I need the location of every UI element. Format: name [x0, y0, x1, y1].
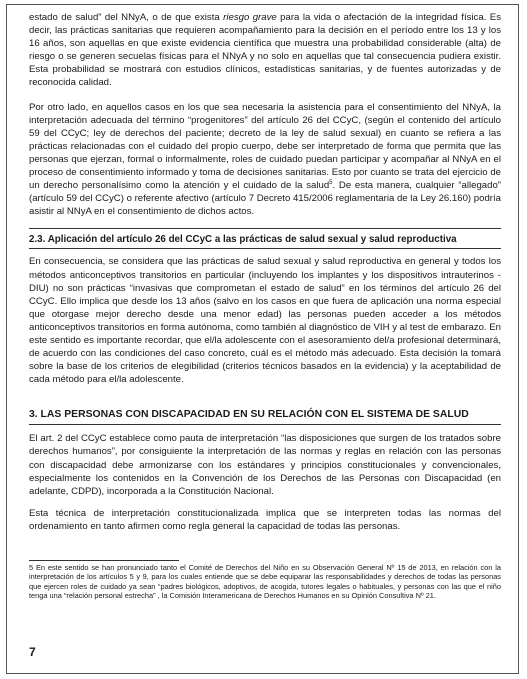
- section-heading-3: 3. LAS PERSONAS CON DISCAPACIDAD EN SU RELACIÓN CON EL SISTEMA DE SALUD: [29, 409, 469, 421]
- paragraph-caregivers-part-a: Por otro lado, en aquellos casos en los que sea necesaria la asistencia para el consentimiento del NNyA, la interpretación adecuada del término “progenitores” del artículo 26 del CCyC, (según el contenido del artículo 59 del CCyC; ley de derechos del paciente; decreto de la ley de salud sexual) en cuanto se refiera a las prácticas relacionadas con el cuidado del propio cuerpo, debe ser interpretado de forma que permita que las personas que ejerzan, formal o informalmente, roles de cuidado puedan participar y acompañar al NNyA en el proceso de consentimiento informado y toma de decisiones sanitarias. Esto por cuanto se trata del ejercicio de un derecho personalísimo como la atención y el cuidado de la salud: [29, 101, 501, 192]
- page-content: [29, 11, 501, 600]
- document-page: [6, 4, 519, 674]
- section-heading-3-divider: [29, 424, 501, 425]
- paragraph-disability: El art. 2 del CCyC establece como pauta de interpretación “las disposiciones que surgen de los tratados sobre derechos humanos”, por consiguiente la interpretación de las normas y reglas en relación con las personas con discapacidad debe armonizarse con los estándares y principios constitucionales y convencionales, especialmente los contenidos en la Convención de los Derechos de las Personas con Discapacidad (en adelante, CDPD), incorporada a la Constitución Nacional.: [29, 433, 501, 497]
- emphasis-riesgo-grave: riesgo grave: [223, 12, 277, 23]
- paragraph-sexual-health: En consecuencia, se considera que las prácticas de salud sexual y salud reproductiva en general y todos los métodos anticonceptivos transitorios en particular (incluyendo los implantes y los dispositivos intrauterinos -DIU) no son prácticas “invasivas que comprometan el estado de salud” en los términos del artículo 26 del CCyC. Ello implica que desde los 13 años (salvo en los casos en que fuera de aplicación una norma especial que otorgase mejor derecho desde una menor edad) las personas pueden acceder a los métodos anticonceptivos transitorios en forma autónoma, como también al diagnóstico de VIH y al test de embarazo. En este sentido es importante recordar, que el/la adolescente con el asesoramiento del/a profesional determinará, de acuerdo con las condiciones del caso concreto, cuál es el método más adecuado. Esta decisión la tomará sobre la base de los criterios de elegibilidad (criterios técnicos basados en la evidencia) y la aceptabilidad de cada método para el/la adolescente.: [29, 256, 501, 386]
- paragraph-interpretation: Esta técnica de interpretación constitucionalizada implica que se interpreten todas las normas del ordenamiento en tanto afirmen como regla general la capacidad de todas las personas.: [29, 507, 501, 532]
- footnote-5: 5 En este sentido se han pronunciado tanto el Comité de Derechos del Niño en su Observación General Nº 15 de 2013, en relación con la interpretación de los artículos 5 y 9, para los cuales entiende que se debe equiparar las responsabilidades y derechos de todas las personas que ejercen roles de cuidado ya sean “padres biológicos, adoptivos, de acogida, tutores legales o habituales, y personas con las que el niño tenga una “relación personal estrecha” , la Comisión Interamericana de Derechos Humanos en su Opinión Consultiva Nº 21.: [29, 563, 501, 600]
- section-heading-2-3: 2.3. Aplicación del artículo 26 del CCyC a las prácticas de salud sexual y salud reproductiva: [29, 234, 457, 246]
- paragraph-caregivers: [29, 101, 501, 219]
- page-number: 7: [29, 645, 36, 659]
- footnote-separator: [29, 560, 179, 561]
- paragraph-health-risk: estado de salud” del NNyA, o de que exista riesgo grave para la vida o afectación de la integridad física. Es decir, las prácticas sanitarias que requieren acompañamiento para la decisión en el período entre los 13 y los 16 años, son aquellas en que existe evidencia científica que muestra una probabilidad considerable (alta) de riesgo o se generen secuelas físicas para el NNyA y no solo en aquellas que tal consecuencia pudiera existir. Esta probabilidad se mostrará con estudios clínicos, estadísticas sanitarias, y de fuentes autorizadas y de reconocida calidad.: [29, 12, 501, 89]
- footnote-ref-5[interactable]: 5: [329, 179, 333, 186]
- section-divider-top: [29, 228, 501, 229]
- section-divider-bottom: [29, 248, 501, 249]
- paragraph-caregivers-part-b: . De esta manera, cualquier “allegado” (artículo 59 del CCyC) o referente afectivo (artículo 7 Decreto 415/2006 reglamentaria de la Ley 26.160) podría asistir al NNyA en el consentimiento de dichos actos.: [29, 180, 501, 218]
